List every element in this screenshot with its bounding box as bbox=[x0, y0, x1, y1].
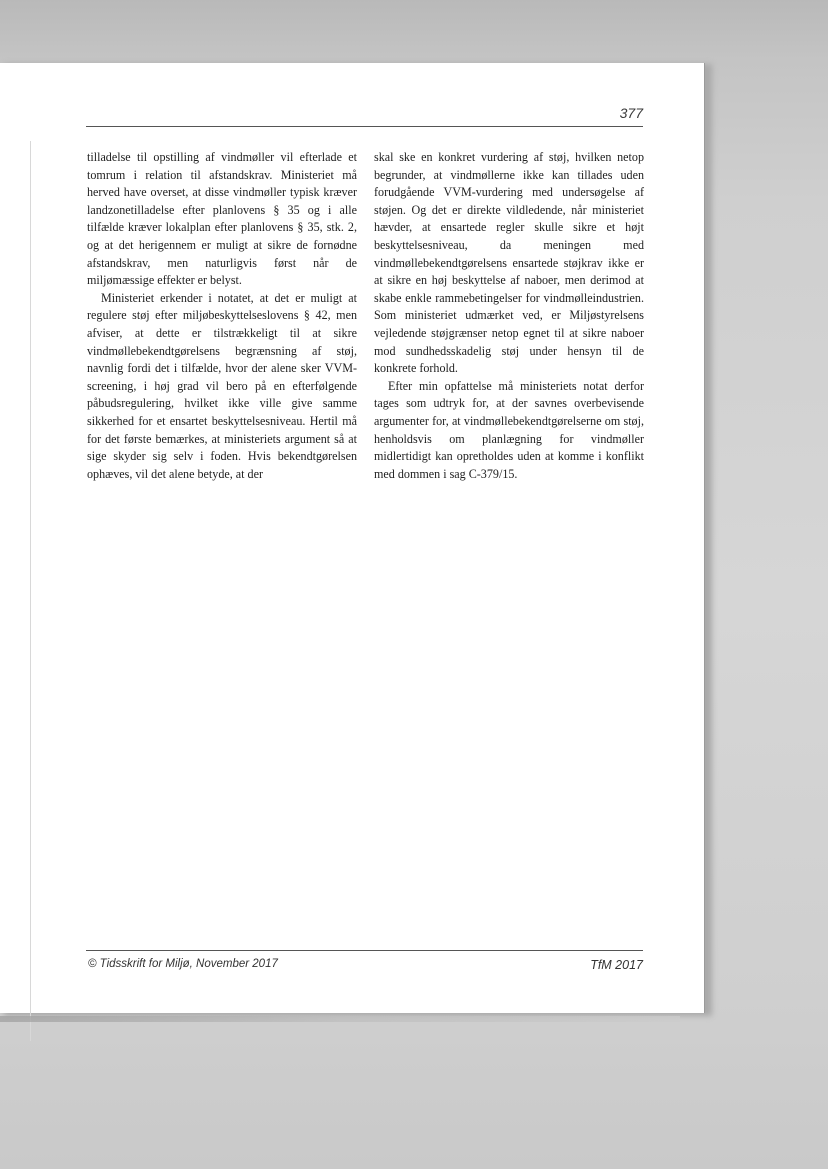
scanner-strip bbox=[0, 1016, 680, 1022]
paragraph: Ministeriet erkender i notatet, at det er muligt at regulere støj efter miljøbeskyttelseslovens § 42, men afviser, at dette er tilstrækkeligt til at sikre vindmøllebekendtgørelsens begrænsning af støj, navnlig fordi det i tilfælde, hvor der alene sker VVM-screening, i høj grad vil bero på en efterfølgende påbudsregulering, hvilket ikke ville give samme sikkerhed for et ensartet beskyttelsesniveau. Hertil må for det første bemærkes, at ministeriets argument så at sige skyder sig selv i foden. Hvis bekendtgørelsen ophæves, vil det alene betyde, at der bbox=[87, 290, 357, 481]
left-column bbox=[87, 149, 357, 483]
scan-edge bbox=[30, 141, 31, 1041]
paragraph: Efter min opfattelse må ministeriets notat derfor tages som udtryk for, at der savnes overbevisende argumenter for, at vindmøllebekendtgørelserne om støj, henholdsvis om planlægning for vindmøller midlertidigt kan opretholdes uden at komme i konflikt med dommen i sag C-379/15. bbox=[374, 378, 644, 481]
page-number: 377 bbox=[619, 105, 643, 121]
footer-copyright: © Tidsskrift for Miljø, November 2017 bbox=[88, 958, 278, 970]
footer-journal: TfM 2017 bbox=[590, 958, 643, 972]
header-rule bbox=[86, 126, 643, 127]
footer-rule bbox=[86, 950, 643, 951]
right-column bbox=[374, 149, 644, 483]
paragraph: tilladelse til opstilling af vindmøller vil efterlade et tomrum i relation til afstandskrav. Ministeriet må herved have overset, at disse vindmøller typisk kræver landzonetilladelse efter planlovens § 35 og i alle tilfælde kræver lokalplan efter planlovens § 35, stk. 2, og at det herigennem er muligt at sikre de fornødne afstandskrav, men naturligvis først når de miljømæssige effekter er belyst. bbox=[87, 150, 357, 288]
paragraph: skal ske en konkret vurdering af støj, hvilken netop begrunder, at vindmøllerne ikke kan tillades uden forudgående VVM-vurdering med undersøgelse af støjen. Og det er direkte vildledende, når ministeriet hævder, at ensartede regler skulle sikre et højt beskyttelsesniveau, da meningen med vindmøllebekendtgørelsens ensartede støjkrav ikke er at sikre en høj beskyttelse af naboer, men derimod at skabe enkle rammebetingelser for vindmølleindustrien. Som ministeriet udmærket ved, er Miljøstyrelsens vejledende støjgrænser netop egnet til at sikre naboer mod sundhedsskadelig støj under hensyn til de konkrete forhold. bbox=[374, 150, 644, 376]
document-page bbox=[0, 63, 705, 1013]
